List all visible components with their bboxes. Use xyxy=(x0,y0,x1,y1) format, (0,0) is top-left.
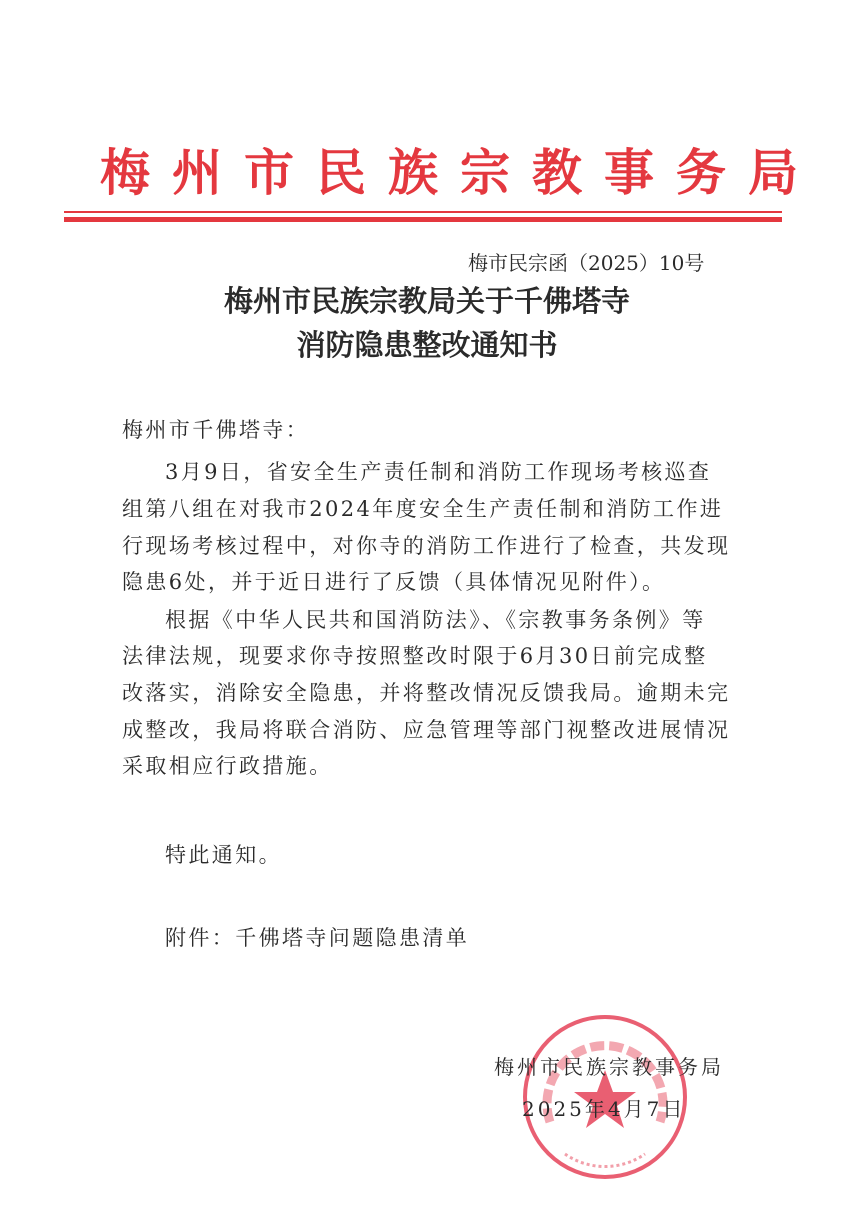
signature-organization: 梅州市民族宗教事务局 xyxy=(494,1055,724,1079)
letterhead-divider-thick xyxy=(64,217,782,222)
attachment: 附件：千佛塔寺问题隐患清单 xyxy=(165,926,470,950)
para2-line: 改落实，消除安全隐患，并将整改情况反馈我局。逾期未完 xyxy=(122,681,731,705)
title-line-2: 消防隐患整改通知书 xyxy=(296,328,558,362)
signature-date: 2025年4月7日 xyxy=(522,1097,686,1121)
closing: 特此通知。 xyxy=(165,843,282,867)
para1-line: 组第八组在对我市2024年度安全生产责任制和消防工作进 xyxy=(122,497,724,521)
title-line-1: 梅州市民族宗教局关于千佛塔寺 xyxy=(223,284,630,318)
para2-line: 采取相应行政措施。 xyxy=(122,754,333,778)
document-number: 梅市民宗函（2025）10号 xyxy=(468,251,705,275)
para2-line: 法律法规，现要求你寺按照整改时限于6月30日前完成整 xyxy=(122,644,708,668)
letterhead-divider-thin xyxy=(64,211,782,213)
seal-code-arc xyxy=(565,1154,645,1167)
para1-line: 隐患6处，并于近日进行了反馈（具体情况见附件）。 xyxy=(122,570,666,594)
para1-line: 3月9日，省安全生产责任制和消防工作现场考核巡查 xyxy=(165,460,712,484)
para2-line: 成整改，我局将联合消防、应急管理等部门视整改进展情况 xyxy=(122,718,731,742)
para2-line: 根据《中华人民共和国消防法》、《宗教事务条例》等 xyxy=(165,608,706,632)
letterhead-organization: 梅州市民族宗教事务局 xyxy=(100,143,820,202)
salutation: 梅州市千佛塔寺： xyxy=(122,418,310,442)
para1-line: 行现场考核过程中，对你寺的消防工作进行了检查，共发现 xyxy=(122,534,731,558)
